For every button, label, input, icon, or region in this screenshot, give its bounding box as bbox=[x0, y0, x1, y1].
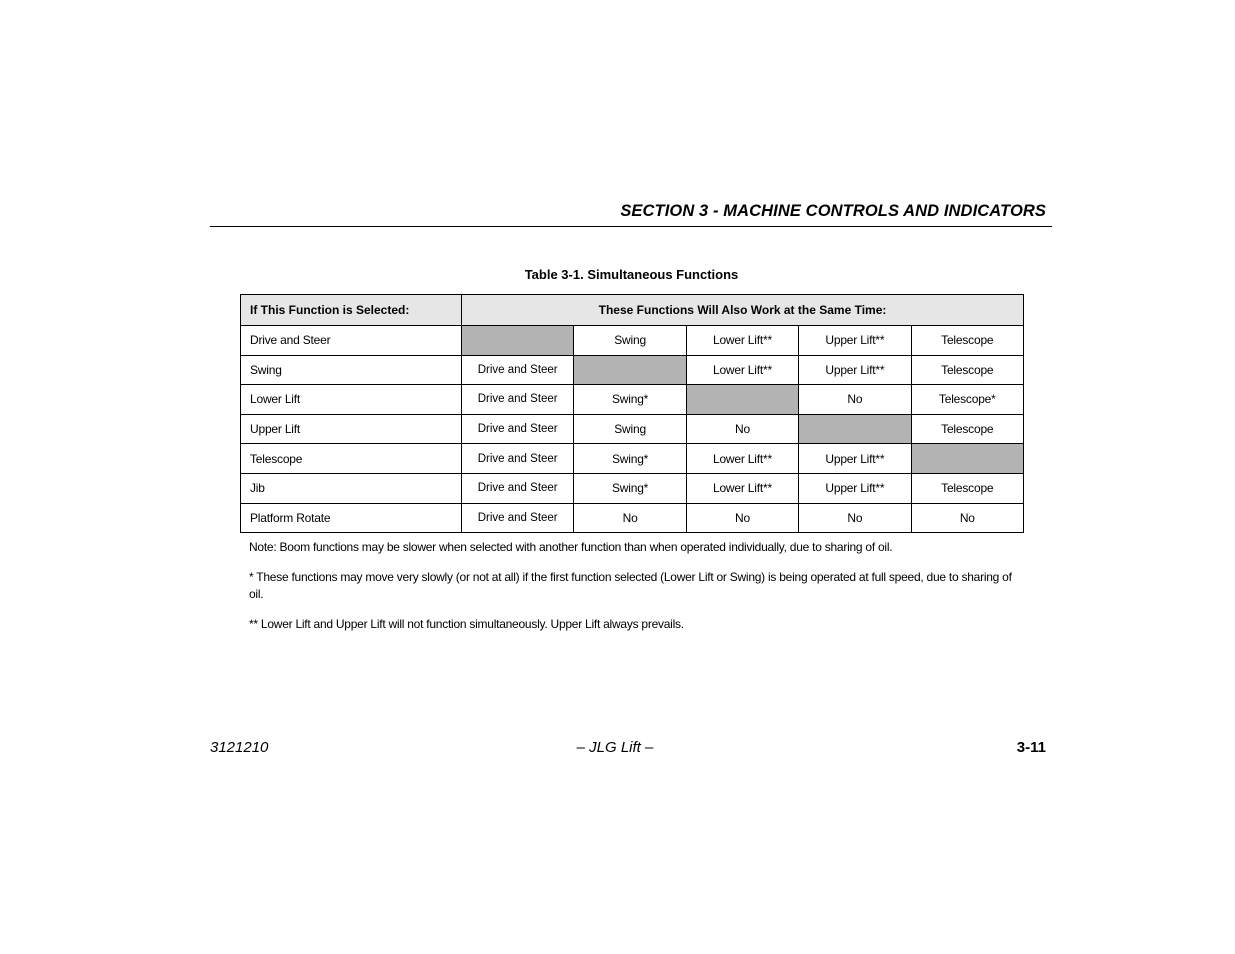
simultaneous-functions-table bbox=[240, 294, 1024, 533]
table-header-row bbox=[241, 295, 1024, 326]
shaded-cell bbox=[911, 444, 1023, 474]
table-cell: Telescope bbox=[911, 355, 1023, 385]
shaded-cell bbox=[686, 385, 798, 415]
table-cell: Telescope bbox=[911, 414, 1023, 444]
table-row bbox=[241, 503, 1024, 533]
row-label: Drive and Steer bbox=[241, 326, 462, 356]
table-row bbox=[241, 414, 1024, 444]
table-row bbox=[241, 444, 1024, 474]
table-cell: Drive and Steer bbox=[462, 355, 574, 385]
table-cell: No bbox=[799, 503, 911, 533]
table-cell: Drive and Steer bbox=[462, 473, 574, 503]
row-label: Platform Rotate bbox=[241, 503, 462, 533]
row-label: Lower Lift bbox=[241, 385, 462, 415]
table-cell: Upper Lift** bbox=[799, 355, 911, 385]
row-label: Swing bbox=[241, 355, 462, 385]
section-title: SECTION 3 - MACHINE CONTROLS AND INDICATORS bbox=[620, 202, 1046, 220]
table-cell: No bbox=[686, 503, 798, 533]
table-cell: Lower Lift** bbox=[686, 355, 798, 385]
note-double-asterisk: ** Lower Lift and Upper Lift will not function simultaneously. Upper Lift always prevails. bbox=[249, 617, 684, 631]
page-number: 3-11 bbox=[1016, 739, 1046, 756]
row-label: Upper Lift bbox=[241, 414, 462, 444]
table-cell: Telescope bbox=[911, 326, 1023, 356]
brand-footer: – JLG Lift – bbox=[576, 739, 654, 756]
row-label: Jib bbox=[241, 473, 462, 503]
table-body bbox=[241, 326, 1024, 533]
table-cell: Upper Lift** bbox=[799, 473, 911, 503]
table-cell: Lower Lift** bbox=[686, 473, 798, 503]
table-row bbox=[241, 326, 1024, 356]
table-row bbox=[241, 473, 1024, 503]
table-cell: Upper Lift** bbox=[799, 326, 911, 356]
table-cell: Telescope* bbox=[911, 385, 1023, 415]
table-cell: Drive and Steer bbox=[462, 444, 574, 474]
table-cell: Drive and Steer bbox=[462, 503, 574, 533]
header-selected-function: If This Function is Selected: bbox=[241, 295, 462, 326]
table-cell: No bbox=[911, 503, 1023, 533]
table-cell: Upper Lift** bbox=[799, 444, 911, 474]
header-simultaneous-functions: These Functions Will Also Work at the Same Time: bbox=[462, 295, 1024, 326]
shaded-cell bbox=[462, 326, 574, 356]
row-label: Telescope bbox=[241, 444, 462, 474]
document-number: 3121210 bbox=[210, 739, 269, 756]
table-cell: Swing bbox=[574, 326, 686, 356]
table-cell: Swing* bbox=[574, 385, 686, 415]
shaded-cell bbox=[574, 355, 686, 385]
table-cell: Lower Lift** bbox=[686, 444, 798, 474]
table-cell: No bbox=[574, 503, 686, 533]
table-cell: Drive and Steer bbox=[462, 414, 574, 444]
table-caption: Table 3-1. Simultaneous Functions bbox=[524, 267, 739, 282]
table-cell: Swing* bbox=[574, 444, 686, 474]
shaded-cell bbox=[799, 414, 911, 444]
table-cell: Telescope bbox=[911, 473, 1023, 503]
table-cell: No bbox=[686, 414, 798, 444]
table-cell: Lower Lift** bbox=[686, 326, 798, 356]
table-cell: Swing* bbox=[574, 473, 686, 503]
table-cell: No bbox=[799, 385, 911, 415]
section-divider bbox=[210, 226, 1052, 227]
table-cell: Drive and Steer bbox=[462, 385, 574, 415]
note-oil-sharing: Note: Boom functions may be slower when selected with another function than when operated individually, due to sharing of oil. bbox=[249, 540, 893, 554]
table-cell: Swing bbox=[574, 414, 686, 444]
table-row bbox=[241, 385, 1024, 415]
note-single-asterisk: * These functions may move very slowly (or not at all) if the first function selected (Lower Lift or Swing) is being operated at full speed, due to sharing of oil. bbox=[249, 570, 1012, 601]
table-row bbox=[241, 355, 1024, 385]
